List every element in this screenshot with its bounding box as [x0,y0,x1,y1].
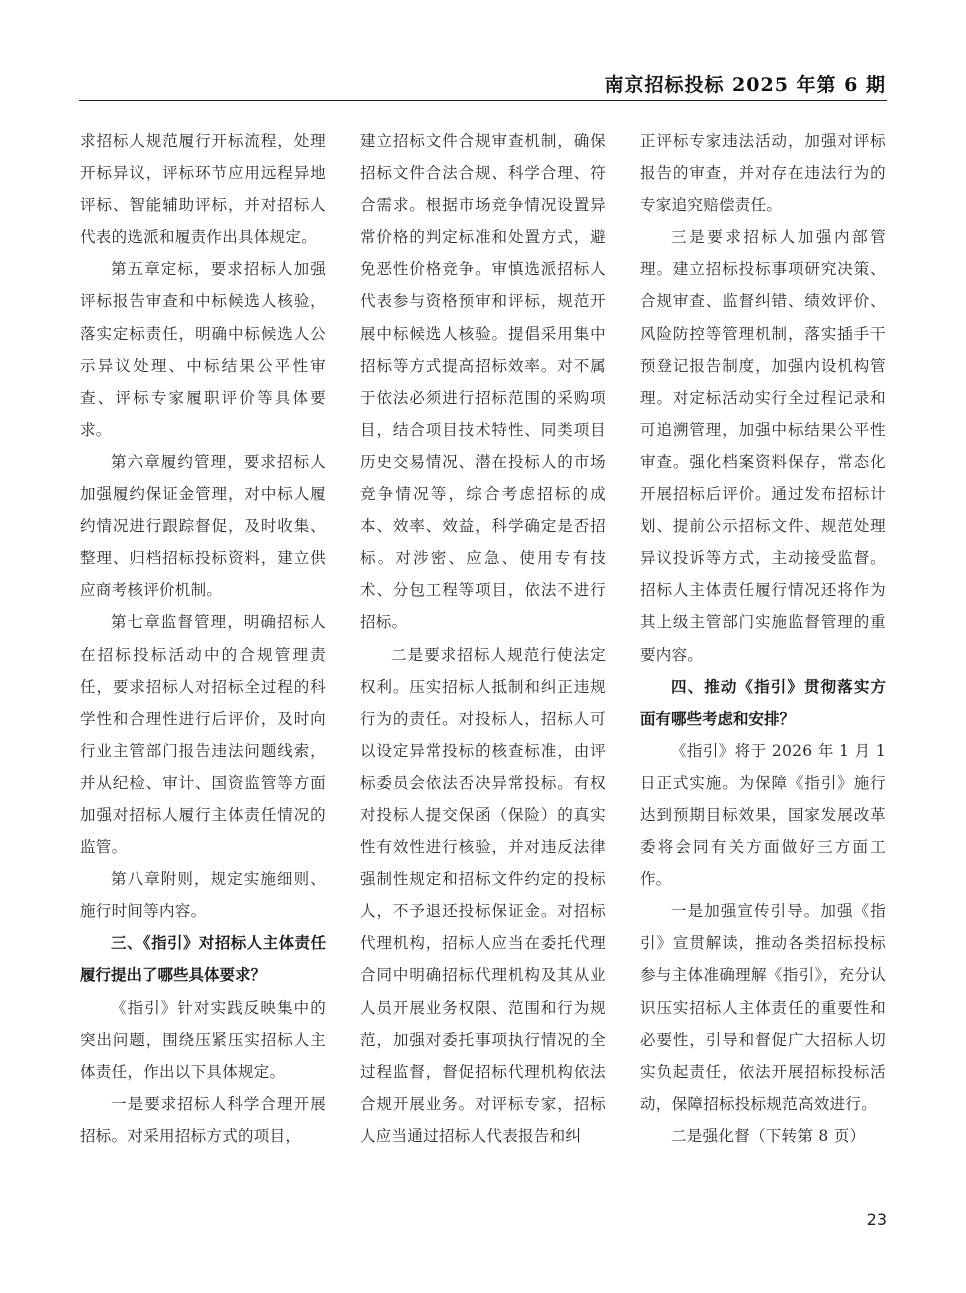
section-heading: 四、推动《指引》贯彻落实方面有哪些考虑和安排？ [640,677,886,728]
paragraph: 一是加强宣传引导。加强《指引》宣贯解读，推动各类招标投标参与主体准确理解《指引》，充分认识压实招标人主体责任的重要性和必要性，引导和督促广大招标人切实负起责任，依法开展招标投标活动，保障招标投标规范高效进行。 [640,902,886,1113]
paragraph: 求招标人规范履行开标流程，处理开标异议，评标环节应用远程异地评标、智能辅助评标，并对招标人代表的选派和履责作出具体规定。 [80,132,326,247]
paragraph: 《指引》针对实践反映集中的突出问题，围绕压紧压实招标人主体责任，作出以下具体规定。 [80,998,326,1081]
paragraph: 《指引》将于 2026 年 1 月 1 日正式实施。为保障《指引》施行达到预期目标效果，国家发展改革委将会同有关方面做好三方面工作。 [640,741,886,889]
paragraph: 第八章附则，规定实施细则、施行时间等内容。 [80,870,326,921]
paragraph: 正评标专家违法活动，加强对评标报告的审查，并对存在违法行为的专家追究赔偿责任。 [640,132,886,215]
page-number: 23 [866,1210,887,1229]
text-column-right [640,125,886,1152]
text-column-left [80,125,326,1152]
paragraph: 建立招标文件合规审查机制，确保招标文件合法合规、科学合理、符合需求。根据市场竞争情况设置异常价格的判定标准和处置方式，避免恶性价格竞争。审慎选派招标人代表参与资格预审和评标，规范开展中标候选人核验。提倡采用集中招标等方式提高招标效率。对不属于依法必须进行招标范围的采购项目，结合项目技术特性、同类项目历史交易情况、潜在投标人的市场竞争情况等，综合考虑招标的成本、效率、效益，科学确定是否招标。对涉密、应急、使用专有技术、分包工程等项目，依法不进行招标。 [360,132,606,632]
paragraph: 一是要求招标人科学合理开展招标。对采用招标方式的项目， [80,1094,326,1145]
journal-header-title: 南京招标投标 2025 年第 6 期 [604,74,886,96]
paragraph: 第六章履约管理，要求招标人加强履约保证金管理，对中标人履约情况进行跟踪督促，及时收集、整理、归档招标投标资料，建立供应商考核评价机制。 [80,452,326,600]
paragraph: 二是要求招标人规范行使法定权利。压实招标人抵制和纠正违规行为的责任。对投标人，招标人可以设定异常投标的核查标准，由评标委员会依法否决异常投标。有权对投标人提交保函（保险）的真实性有效性进行核验，并对违反法律强制性规定和招标文件约定的投标人，不予退还投标保证金。对招标代理机构，招标人应当在委托代理合同中明确招标代理机构及其从业人员开展业务权限、范围和行为规范，加强对委托事项执行情况的全过程监督，督促招标代理机构依法合规开展业务。对评标专家，招标人应当通过招标人代表报告和纠 [360,645,606,1145]
paragraph: 第七章监督管理，明确招标人在招标投标活动中的合规管理责任，要求招标人对招标全过程的科学性和合理性进行后评价，及时向行业主管部门报告违法问题线索，并从纪检、审计、国资监管等方面加强对招标人履行主体责任情况的监管。 [80,613,326,857]
header-divider [79,100,887,101]
text-column-middle [360,125,606,1152]
paragraph: 二是强化督（下转第 8 页） [671,1126,866,1145]
paragraph: 三是要求招标人加强内部管理。建立招标投标事项研究决策、合规审查、监督纠错、绩效评价、风险防控等管理机制，落实插手干预登记报告制度，加强内设机构管理。对定标活动实行全过程记录和可追溯管理，加强中标结果公平性审查。强化档案资料保存，常态化开展招标后评价。通过发布招标计划、提前公示招标文件、规范处理异议投诉等方式，主动接受监督。招标人主体责任履行情况还将作为其上级主管部门实施监督管理的重要内容。 [640,228,886,664]
section-heading: 三、《指引》对招标人主体责任履行提出了哪些具体要求？ [80,934,326,985]
paragraph: 第五章定标，要求招标人加强评标报告审查和中标候选人核验，落实定标责任，明确中标候选人公示异议处理、中标结果公平性审查、评标专家履职评价等具体要求。 [80,260,326,439]
